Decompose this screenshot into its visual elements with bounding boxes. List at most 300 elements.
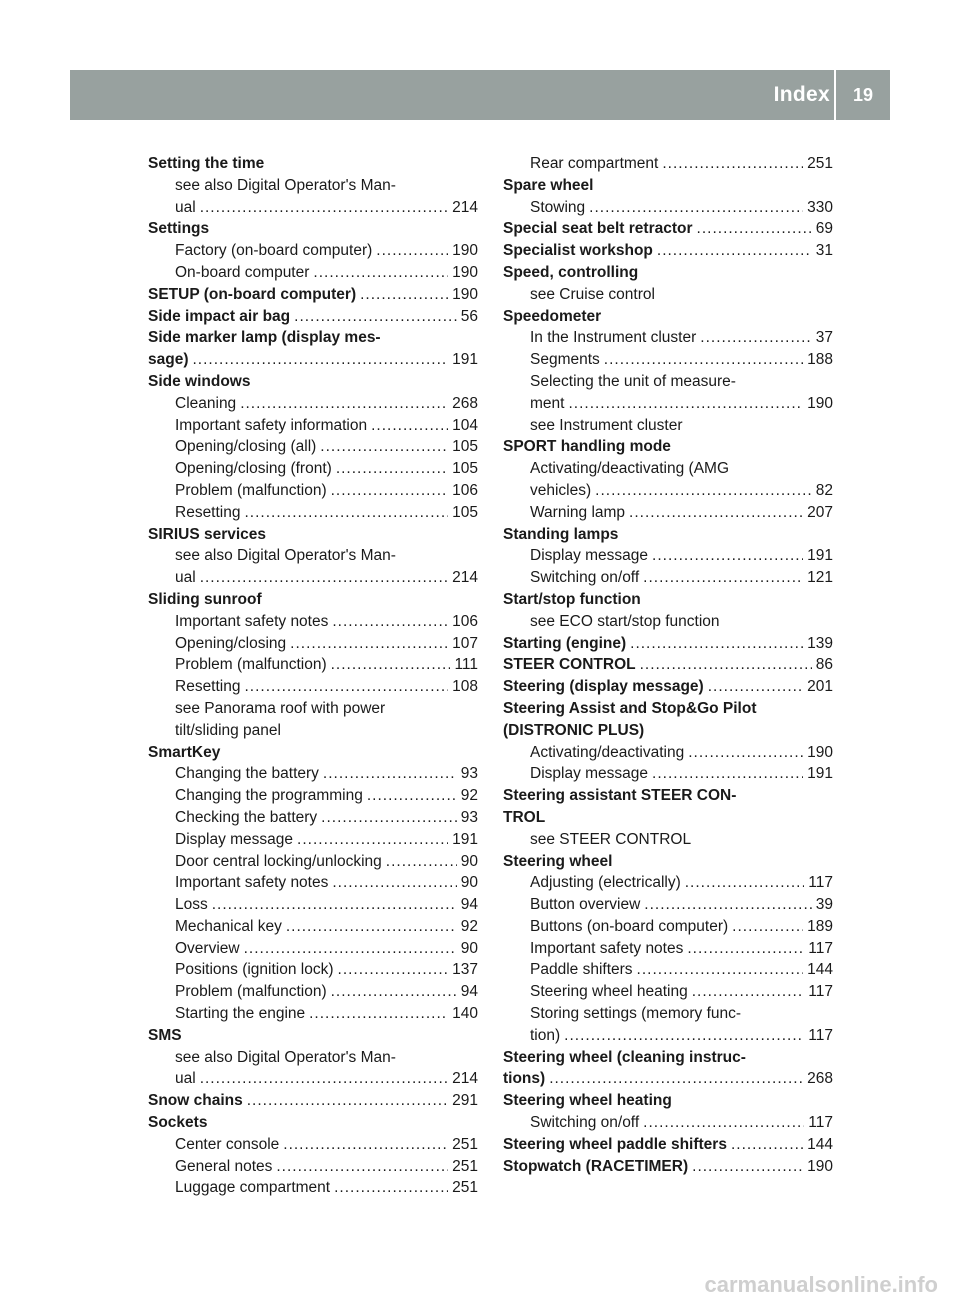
index-subentry xyxy=(148,1068,478,1090)
dot-leader xyxy=(290,633,448,655)
entry-label: ment xyxy=(530,394,565,412)
entry-label: Speedometer xyxy=(503,307,602,325)
entry-label: Buttons (on-board computer) xyxy=(530,917,729,935)
index-entry xyxy=(503,1090,833,1112)
dot-leader xyxy=(212,894,457,916)
index-subentry xyxy=(148,1156,478,1178)
index-subentry xyxy=(148,916,478,938)
entry-label: Switching on/off xyxy=(530,569,640,587)
page-reference: 105 xyxy=(452,503,478,521)
index-subentry xyxy=(503,981,833,1003)
index-subentry xyxy=(148,829,478,851)
index-entry xyxy=(503,218,833,240)
index-subentry xyxy=(503,611,833,633)
page-reference: 117 xyxy=(808,939,833,957)
index-entry xyxy=(503,306,833,328)
page-reference: 105 xyxy=(452,438,478,456)
dot-leader xyxy=(313,262,448,284)
page-reference: 191 xyxy=(452,830,478,848)
dot-leader xyxy=(286,916,457,938)
index-subentry xyxy=(148,1003,478,1025)
page-reference: 90 xyxy=(460,852,478,870)
index-subentry xyxy=(148,611,478,633)
page-reference: 251 xyxy=(452,1135,478,1153)
page-reference: 191 xyxy=(452,351,478,369)
index-entry xyxy=(148,371,478,393)
page-reference: 94 xyxy=(460,983,478,1001)
entry-label: see STEER CONTROL xyxy=(530,830,692,848)
dot-leader xyxy=(200,567,448,589)
entry-label: ual xyxy=(175,198,196,216)
entry-label: Setting the time xyxy=(148,155,265,172)
index-subentry xyxy=(503,502,833,524)
dot-leader xyxy=(595,480,812,502)
entry-label: Standing lamps xyxy=(503,525,619,543)
watermark: carmanualsonline.info xyxy=(704,1272,938,1297)
entry-label: tilt/sliding panel xyxy=(175,721,281,739)
entry-label: Important safety information xyxy=(175,416,368,434)
dot-leader xyxy=(247,1090,448,1112)
page-reference: 190 xyxy=(807,743,833,761)
index-subentry xyxy=(148,938,478,960)
page-reference: 117 xyxy=(808,983,833,1001)
dot-leader xyxy=(640,654,812,676)
index-subentry xyxy=(148,698,478,720)
page-reference: 190 xyxy=(807,394,833,412)
page-reference: 190 xyxy=(452,285,478,303)
index-subentry xyxy=(503,567,833,589)
entry-label: Steering wheel heating xyxy=(503,1092,672,1110)
page-reference: 117 xyxy=(808,874,833,892)
index-subentry xyxy=(148,393,478,415)
dot-leader xyxy=(294,306,457,328)
dot-leader xyxy=(244,938,457,960)
index-entry xyxy=(503,589,833,611)
dot-leader xyxy=(643,1112,804,1134)
index-subentry xyxy=(148,1047,478,1069)
entry-label: Side windows xyxy=(148,372,251,390)
entry-label: On-board computer xyxy=(175,263,310,281)
index-subentry xyxy=(148,763,478,785)
dot-leader xyxy=(688,742,803,764)
dot-leader xyxy=(700,327,811,349)
dot-leader xyxy=(662,153,803,175)
dot-leader xyxy=(589,197,803,219)
index-entry xyxy=(503,262,833,284)
entry-label: (DISTRONIC PLUS) xyxy=(503,721,645,739)
index-subentry xyxy=(148,262,478,284)
dot-leader xyxy=(244,676,448,698)
index-entry xyxy=(148,349,478,371)
page-number: 19 xyxy=(852,84,874,105)
entry-label: Steering wheel paddle shifters xyxy=(503,1135,727,1153)
entry-label: Special seat belt retractor xyxy=(503,220,693,238)
index-subentry xyxy=(148,872,478,894)
page-reference: 251 xyxy=(807,155,833,172)
index-entry xyxy=(503,633,833,655)
page-reference: 117 xyxy=(808,1026,833,1044)
index-subentry xyxy=(148,197,478,219)
entry-label: Problem (malfunction) xyxy=(175,656,327,674)
entry-label: Changing the programming xyxy=(175,787,363,805)
dot-leader xyxy=(732,916,803,938)
entry-label: tions) xyxy=(503,1070,546,1088)
dot-leader xyxy=(630,633,803,655)
dot-leader xyxy=(652,763,803,785)
entry-label: Opening/closing xyxy=(175,634,287,652)
entry-label: Loss xyxy=(175,896,208,914)
entry-label: Spare wheel xyxy=(503,176,594,194)
entry-label: Display message xyxy=(530,547,649,565)
entry-label: Steering wheel xyxy=(503,852,613,870)
dot-leader xyxy=(332,611,448,633)
entry-label: Segments xyxy=(530,351,600,369)
dot-leader xyxy=(604,349,803,371)
entry-label: Speed, controlling xyxy=(503,263,639,281)
index-subentry xyxy=(503,327,833,349)
page-reference: 189 xyxy=(807,917,833,935)
dot-leader xyxy=(692,981,805,1003)
page-reference: 188 xyxy=(807,351,833,369)
page-reference: 107 xyxy=(452,634,478,652)
index-subentry xyxy=(148,458,478,480)
index-subentry xyxy=(503,1025,833,1047)
entry-label: Positions (ignition lock) xyxy=(175,961,334,979)
index-entry xyxy=(503,524,833,546)
index-subentry xyxy=(148,959,478,981)
entry-label: Opening/closing (front) xyxy=(175,460,332,478)
index-subentry xyxy=(503,480,833,502)
index-subentry xyxy=(148,654,478,676)
dot-leader xyxy=(687,938,804,960)
entry-label: Important safety notes xyxy=(530,939,684,957)
index-subentry xyxy=(503,393,833,415)
dot-leader xyxy=(331,654,451,676)
entry-label: SmartKey xyxy=(148,743,221,761)
index-subentry xyxy=(503,763,833,785)
index-subentry xyxy=(503,742,833,764)
index-subentry xyxy=(148,502,478,524)
index-subentry xyxy=(148,633,478,655)
index-entry xyxy=(148,218,478,240)
dot-leader xyxy=(708,676,803,698)
dot-leader xyxy=(336,458,448,480)
page-reference: 191 xyxy=(807,765,833,783)
entry-label: see ECO start/stop function xyxy=(530,612,720,630)
dot-leader xyxy=(697,218,812,240)
dot-leader xyxy=(200,197,448,219)
dot-leader xyxy=(657,240,812,262)
page-reference: 108 xyxy=(452,678,478,696)
dot-leader xyxy=(240,393,448,415)
entry-label: Center console xyxy=(175,1135,280,1153)
page-reference: 93 xyxy=(460,808,478,826)
page-reference: 82 xyxy=(815,481,833,499)
dot-leader xyxy=(644,894,811,916)
entry-label: Side impact air bag xyxy=(148,307,291,325)
entry-label: see also Digital Operator's Man- xyxy=(175,547,396,565)
index-entry xyxy=(503,1156,833,1178)
entry-label: Cleaning xyxy=(175,394,237,412)
dot-leader xyxy=(200,1068,448,1090)
page-reference: 31 xyxy=(815,242,833,260)
index-entry xyxy=(503,698,833,720)
dot-leader xyxy=(629,502,803,524)
dot-leader xyxy=(371,415,448,437)
page-reference: 69 xyxy=(815,220,833,238)
entry-label: Button overview xyxy=(530,896,641,914)
entry-label: Adjusting (electrically) xyxy=(530,874,681,892)
index-subentry xyxy=(148,1134,478,1156)
entry-label: Important safety notes xyxy=(175,874,329,892)
entry-label: Problem (malfunction) xyxy=(175,983,327,1001)
entry-label: tion) xyxy=(530,1026,561,1044)
page-reference: 90 xyxy=(460,874,478,892)
index-subentry xyxy=(503,1003,833,1025)
entry-label: Start/stop function xyxy=(503,590,641,608)
index-entry xyxy=(503,851,833,873)
index-subentry xyxy=(148,436,478,458)
page-reference: 137 xyxy=(452,961,478,979)
entry-label: Stowing xyxy=(530,198,586,216)
entry-label: Stopwatch (RACETIMER) xyxy=(503,1157,689,1175)
index-entry xyxy=(148,153,478,175)
index-subentry xyxy=(148,851,478,873)
entry-label: Mechanical key xyxy=(175,917,282,935)
entry-label: Activating/deactivating (AMG xyxy=(530,460,730,478)
dot-leader xyxy=(386,851,457,873)
entry-label: ual xyxy=(175,569,196,587)
entry-label: Resetting xyxy=(175,503,241,521)
index-entry xyxy=(503,654,833,676)
entry-label: Storing settings (memory func- xyxy=(530,1005,742,1023)
index-subentry xyxy=(148,981,478,1003)
index-subentry xyxy=(148,676,478,698)
entry-label: STEER CONTROL xyxy=(503,656,636,674)
entry-label: Starting the engine xyxy=(175,1005,306,1023)
entry-label: Display message xyxy=(530,765,649,783)
entry-label: TROL xyxy=(503,808,546,826)
page-reference: 190 xyxy=(807,1157,833,1175)
dot-leader xyxy=(283,1134,448,1156)
page-reference: 94 xyxy=(460,896,478,914)
entry-label: see Cruise control xyxy=(530,285,655,303)
index-entry xyxy=(503,1134,833,1156)
page-reference: 117 xyxy=(808,1114,833,1132)
index-entry xyxy=(148,327,478,349)
page-reference: 92 xyxy=(460,917,478,935)
index-subentry xyxy=(503,872,833,894)
dot-leader xyxy=(331,981,457,1003)
index-entry xyxy=(503,720,833,742)
entry-label: Problem (malfunction) xyxy=(175,481,327,499)
dot-leader xyxy=(367,785,457,807)
page-reference: 86 xyxy=(815,656,833,674)
entry-label: Overview xyxy=(175,939,240,957)
entry-label: Activating/deactivating xyxy=(530,743,685,761)
entry-label: vehicles) xyxy=(530,481,592,499)
page-reference: 214 xyxy=(452,1070,478,1088)
index-subentry xyxy=(503,938,833,960)
page-reference: 56 xyxy=(460,307,478,325)
section-title: Index xyxy=(773,83,830,106)
entry-label: Door central locking/unlocking xyxy=(175,852,382,870)
index-column-left xyxy=(148,153,478,1199)
page-reference: 139 xyxy=(807,634,833,652)
entry-label: Sockets xyxy=(148,1114,208,1132)
entry-label: General notes xyxy=(175,1157,273,1175)
page-reference: 92 xyxy=(460,787,478,805)
entry-label: Rear compartment xyxy=(530,155,659,172)
page-reference: 105 xyxy=(452,460,478,478)
index-subentry xyxy=(503,894,833,916)
dot-leader xyxy=(193,349,449,371)
dot-leader xyxy=(692,1156,803,1178)
entry-label: Important safety notes xyxy=(175,612,329,630)
entry-label: Settings xyxy=(148,220,210,238)
entry-label: Paddle shifters xyxy=(530,961,633,979)
index-subentry xyxy=(148,807,478,829)
index-entry xyxy=(503,676,833,698)
index-subentry xyxy=(148,415,478,437)
index-subentry xyxy=(503,349,833,371)
page-reference: 144 xyxy=(807,961,833,979)
dot-leader xyxy=(360,284,448,306)
entry-label: Steering Assist and Stop&Go Pilot xyxy=(503,699,757,717)
index-entry xyxy=(148,742,478,764)
entry-label: Specialist workshop xyxy=(503,242,653,260)
entry-label: see also Digital Operator's Man- xyxy=(175,1048,396,1066)
entry-label: SETUP (on-board computer) xyxy=(148,285,357,303)
index-subentry xyxy=(148,567,478,589)
dot-leader xyxy=(244,502,448,524)
page-reference: 268 xyxy=(452,394,478,412)
index-column-right xyxy=(503,153,833,1177)
dot-leader xyxy=(731,1134,803,1156)
entry-label: SMS xyxy=(148,1026,182,1044)
entry-label: Steering assistant STEER CON- xyxy=(503,787,737,805)
entry-label: Changing the battery xyxy=(175,765,319,783)
entry-label: SPORT handling mode xyxy=(503,438,671,456)
entry-label: Steering wheel heating xyxy=(530,983,688,1001)
dot-leader xyxy=(323,763,457,785)
index-subentry xyxy=(503,415,833,437)
page-reference: 37 xyxy=(815,329,833,347)
page-reference: 106 xyxy=(452,481,478,499)
dot-leader xyxy=(309,1003,448,1025)
index-entry xyxy=(148,306,478,328)
entry-label: Switching on/off xyxy=(530,1114,640,1132)
index-subentry xyxy=(503,458,833,480)
entry-label: see Panorama roof with power xyxy=(175,699,386,717)
index-subentry xyxy=(148,720,478,742)
dot-leader xyxy=(320,436,448,458)
entry-label: Resetting xyxy=(175,678,241,696)
page-reference: 190 xyxy=(452,263,478,281)
index-subentry xyxy=(503,371,833,393)
dot-leader xyxy=(332,872,456,894)
index-subentry xyxy=(503,959,833,981)
page-reference: 106 xyxy=(452,612,478,630)
index-entry xyxy=(503,240,833,262)
dot-leader xyxy=(276,1156,448,1178)
page-reference: 201 xyxy=(807,678,833,696)
index-subentry xyxy=(503,197,833,219)
index-subentry xyxy=(503,284,833,306)
dot-leader xyxy=(549,1068,803,1090)
page-reference: 251 xyxy=(452,1179,478,1197)
index-subentry xyxy=(148,175,478,197)
index-entry xyxy=(148,1025,478,1047)
entry-label: Selecting the unit of measure- xyxy=(530,372,736,390)
page-reference: 330 xyxy=(807,198,833,216)
dot-leader xyxy=(297,829,448,851)
page-reference: 144 xyxy=(807,1135,833,1153)
page-reference: 291 xyxy=(452,1092,478,1110)
dot-leader xyxy=(321,807,457,829)
page-reference: 93 xyxy=(460,765,478,783)
entry-label: Starting (engine) xyxy=(503,634,627,652)
page-reference: 121 xyxy=(807,569,833,587)
index-subentry xyxy=(148,1177,478,1199)
page-reference: 111 xyxy=(454,656,478,674)
index-subentry xyxy=(148,894,478,916)
index-entry xyxy=(148,1112,478,1134)
dot-leader xyxy=(685,872,805,894)
dot-leader xyxy=(331,480,449,502)
entry-label: Sliding sunroof xyxy=(148,590,262,608)
index-subentry xyxy=(148,240,478,262)
index-entry xyxy=(148,589,478,611)
index-entry xyxy=(148,524,478,546)
entry-label: SIRIUS services xyxy=(148,525,267,543)
index-subentry xyxy=(148,545,478,567)
dot-leader xyxy=(568,393,803,415)
page-reference: 214 xyxy=(452,569,478,587)
index-entry xyxy=(148,1090,478,1112)
index-entry xyxy=(503,1068,833,1090)
page-reference: 140 xyxy=(452,1005,478,1023)
dot-leader xyxy=(643,567,803,589)
page-reference: 90 xyxy=(460,939,478,957)
index-subentry xyxy=(503,1112,833,1134)
entry-label: Warning lamp xyxy=(530,503,626,521)
page-reference: 268 xyxy=(807,1070,833,1088)
index-entry xyxy=(503,436,833,458)
page-reference: 104 xyxy=(452,416,478,434)
page-reference: 39 xyxy=(815,896,833,914)
entry-label: Checking the battery xyxy=(175,808,318,826)
dot-leader xyxy=(334,1177,448,1199)
entry-label: ual xyxy=(175,1070,196,1088)
entry-label: Side marker lamp (display mes- xyxy=(148,329,381,347)
dot-leader xyxy=(564,1025,804,1047)
entry-label: see Instrument cluster xyxy=(530,416,683,434)
entry-label: Factory (on-board computer) xyxy=(175,242,373,260)
dot-leader xyxy=(652,545,803,567)
index-subentry xyxy=(503,829,833,851)
page-reference: 251 xyxy=(452,1157,478,1175)
entry-label: Opening/closing (all) xyxy=(175,438,317,456)
entry-label: see also Digital Operator's Man- xyxy=(175,176,396,194)
index-subentry xyxy=(148,480,478,502)
entry-label: In the Instrument cluster xyxy=(530,329,697,347)
entry-label: Snow chains xyxy=(148,1092,243,1110)
index-entry xyxy=(503,785,833,807)
index-entry xyxy=(503,1047,833,1069)
entry-label: Steering (display message) xyxy=(503,678,704,696)
index-subentry xyxy=(148,785,478,807)
